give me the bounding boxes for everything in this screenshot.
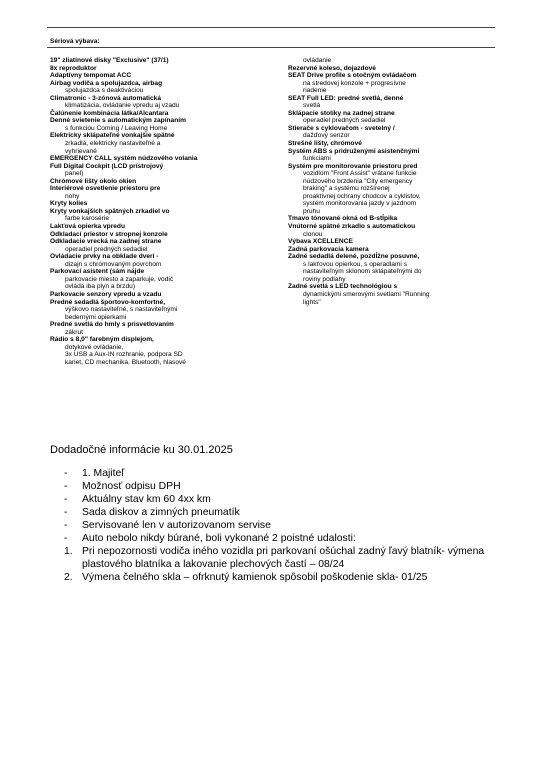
- equipment-item-detail: pruhu: [303, 207, 320, 215]
- equipment-item: [288, 283, 493, 306]
- equipment-item-title: Interiérové osvetlenie priestoru pre: [50, 185, 161, 193]
- equipment-item: [288, 72, 493, 95]
- equipment-item-detail: dotykové ovládanie,: [65, 343, 124, 351]
- equipment-item: [50, 321, 285, 336]
- equipment-item: [50, 253, 285, 268]
- insurance-event-text: Výmena čelného skla – ofrknutý kamienok spôsobil poškodenie skla- 01/25: [82, 572, 428, 583]
- equipment-item: [50, 155, 285, 163]
- equipment-item-detail: 3x USB a Aux-IN rozhranie, podpora SD: [65, 351, 183, 359]
- equipment-item-title: Strešné lišty, chrómové: [288, 140, 362, 148]
- equipment-item-title: Stierače s cyklovačom - svetelný /: [288, 124, 395, 132]
- equipment-item-detail: núdzového brzdenia "City emergency: [303, 177, 413, 185]
- insurance-event-text: Pri nepozornosti vodiča iného vozidla pri parkovaní ošúchal zadný ľavý blatník- výmena plastového blatníka a lakovanie plechových častí – 08/24: [82, 546, 485, 570]
- info-bullet: - Sada diskov a zimných pneumatík: [64, 506, 356, 519]
- equipment-item-detail: klimatizácia, ovládanie vpredu aj vzadu: [65, 102, 180, 110]
- equipment-item: [50, 57, 285, 65]
- equipment-item-title: Denné svietenie s automatickým zapínaním: [50, 117, 186, 125]
- equipment-item-detail: parkovacie miesto a zaparkuje, vodič: [65, 275, 174, 283]
- insurance-event-number: 2.: [64, 572, 73, 583]
- equipment-item: [288, 163, 493, 216]
- heading-rule: [47, 47, 495, 48]
- equipment-item-detail: nastaviteľným sklonom sklápateľnými do: [303, 268, 422, 276]
- equipment-heading: Sériová výbava:: [50, 38, 100, 45]
- equipment-item: [50, 223, 285, 231]
- equipment-item: [50, 299, 285, 322]
- equipment-item-detail: operadiel predných sedadiel: [303, 117, 386, 125]
- equipment-item-detail: lights": [303, 298, 321, 306]
- equipment-right-column: [288, 57, 493, 306]
- equipment-item: [288, 223, 493, 238]
- equipment-item: [50, 80, 285, 95]
- equipment-item-title: SEAT Drive profile s otočným ovládačom: [288, 72, 417, 80]
- equipment-item-title: Chrómové lišty okolo okien: [50, 177, 137, 185]
- equipment-item-title: Výbava XCELLENCE: [288, 238, 353, 246]
- equipment-item-title: Climatronic - 3-zónová automatická: [50, 94, 162, 102]
- equipment-item-detail: zrkadlá, elektricky nastaviteľné a: [65, 140, 161, 148]
- equipment-item-detail: braking" a systému rozšírenej: [303, 185, 390, 193]
- equipment-item-detail: ovláda iba plyn a brzdu): [65, 283, 136, 291]
- equipment-item-detail: dizajn s chrómovaným povrchom: [65, 260, 162, 268]
- equipment-item: [288, 95, 493, 110]
- equipment-item-detail: clonou: [303, 230, 323, 238]
- equipment-item-title: Predné svetlá do hmly s prisvetlovaním: [50, 321, 174, 329]
- equipment-item-title: Zadné svetlá s LED technológiou s: [288, 283, 398, 291]
- equipment-item-detail: dynamickými smerovými svetlami "Running: [303, 290, 430, 298]
- equipment-item-detail: farbe karosérie: [65, 215, 109, 223]
- equipment-item-title: EMERGENCY CALL systém núdzového volania: [50, 155, 198, 163]
- equipment-item-detail: vozidlom "Front Assist" vrátane funkcie: [303, 170, 417, 178]
- equipment-item-detail: operadiel predných sedadiel: [65, 245, 148, 253]
- equipment-item-detail: spolujazdca s deaktiváciou: [65, 87, 144, 95]
- equipment-item-detail: dažďový senzor: [303, 132, 350, 140]
- equipment-item-title: Predné sedadlá športovo-komfortné,: [50, 298, 166, 306]
- equipment-item-title: Airbag vodiča a spolujazdca, airbag: [50, 79, 163, 87]
- insurance-event: [64, 571, 494, 584]
- equipment-item-title: Kryty vonkajších spätných zrkadiel vo: [50, 207, 170, 215]
- insurance-events-list: [64, 545, 494, 584]
- insurance-event: [64, 545, 494, 571]
- equipment-item-title: Adaptívny tempomat ACC: [50, 72, 132, 80]
- equipment-item-detail: panel): [65, 170, 84, 178]
- equipment-item-title: Lakťová opierka vpredu: [50, 223, 125, 231]
- equipment-item-title: Odkladacie vrecká na zadnej strane: [50, 238, 162, 246]
- info-bullet: - Možnosť odpisu DPH: [64, 480, 356, 493]
- equipment-item-title: Ovládacie prvky na obklade dverí -: [50, 253, 159, 261]
- equipment-item-detail: vyhrievané: [65, 147, 97, 155]
- equipment-item: [50, 132, 285, 155]
- equipment-item: [50, 336, 285, 366]
- equipment-item: [50, 163, 285, 178]
- equipment-item-detail: svetlá: [303, 102, 321, 110]
- equipment-item: [288, 253, 493, 283]
- equipment-item: [50, 117, 285, 132]
- equipment-item-detail: kariet, CD mechanika, Bluetooth, hlasové: [65, 358, 186, 366]
- equipment-item: [288, 65, 493, 73]
- equipment-item-detail: na stredovej konzole + progresívne: [303, 79, 406, 87]
- equipment-item-title: SEAT Full LED: predné svetlá, denné: [288, 94, 404, 102]
- equipment-item-title: Rezervné koleso, dojazdové: [288, 64, 376, 72]
- equipment-item-detail: s lakťovou opierkou, s operadlami s: [303, 260, 407, 268]
- equipment-item: [50, 72, 285, 80]
- equipment-item: [50, 178, 285, 186]
- equipment-item-detail: proaktívnej ochrany chodcov a cyklistov,: [303, 192, 421, 200]
- equipment-item-title: Sklápacie stolíky na zadnej strane: [288, 109, 395, 117]
- equipment-item-title: Rádio s 8,0" farebným displejom,: [50, 336, 154, 344]
- top-rule: [47, 27, 495, 28]
- equipment-item-title: Zadná parkovacia kamera: [288, 245, 369, 253]
- equipment-item-title: Čalúnenie kombinácia látka/Alcantara: [50, 109, 169, 117]
- additional-info-title: Dodadočné informácie ku 30.01.2025: [50, 444, 233, 456]
- info-bullet: - Auto nebolo nikdy búrané, boli vykonané 2 poistné udalosti:: [64, 532, 356, 545]
- equipment-item-detail: riadenie: [303, 87, 327, 95]
- equipment-item-title: Parkovacie senzory vpredu a vzadu: [50, 290, 162, 298]
- info-bullet: - Aktuálny stav km 60 4xx km: [64, 493, 356, 506]
- equipment-item-title: Systém ABS s pridruženými asistenčnými: [288, 147, 420, 155]
- equipment-item-detail: nohy: [65, 192, 80, 200]
- equipment-item: [288, 140, 493, 148]
- equipment-item: [50, 238, 285, 253]
- equipment-item: [288, 238, 493, 246]
- equipment-item: [288, 110, 493, 125]
- equipment-item: [50, 95, 285, 110]
- equipment-item: [50, 231, 285, 239]
- equipment-item: [50, 208, 285, 223]
- equipment-item-detail: výškovo nastaviteľné, s nastaviteľnými: [65, 306, 178, 314]
- equipment-item-title: 19" zliatinové disky "Exclusive" (37/1): [50, 57, 169, 64]
- equipment-item-title: Odkladací priestor v stropnej konzole: [50, 230, 168, 238]
- equipment-item: [288, 125, 493, 140]
- info-bullet: - Servisované len v autorizovanom servise: [64, 519, 356, 532]
- equipment-item-title: Tmavo tónované okná od B-stĺpika: [288, 215, 398, 223]
- equipment-item-title: Vnútorné spätné zrkadlo s automatickou: [288, 223, 416, 231]
- equipment-item-title: 8x reproduktor: [50, 64, 97, 72]
- equipment-item-title: Full Digital Cockpit (LCD prístrojový: [50, 162, 164, 170]
- equipment-item: [288, 215, 493, 223]
- equipment-item-title: Systém pre monitorovanie priestoru pred: [288, 162, 418, 170]
- equipment-item-detail: roviny podlahy: [303, 275, 346, 283]
- equipment-item-detail: bedernými opierkami: [65, 313, 127, 321]
- equipment-item: [50, 110, 285, 118]
- equipment-item: [50, 200, 285, 208]
- equipment-item: [50, 185, 285, 200]
- additional-info-list: [64, 467, 356, 545]
- equipment-item-detail: systém monitorovania jazdy v jazdnom: [303, 200, 417, 208]
- equipment-item-title: Elektricky sklápateľné vonkajšie spätné: [50, 132, 175, 140]
- info-bullet: - 1. Majiteľ: [64, 467, 356, 480]
- equipment-item-title: Parkovací asistent (sám nájde: [50, 268, 145, 276]
- equipment-item: [288, 148, 493, 163]
- equipment-item-detail: funkciami: [303, 155, 331, 163]
- equipment-left-column: [50, 57, 285, 366]
- equipment-item: [50, 291, 285, 299]
- insurance-event-number: 1.: [64, 546, 73, 557]
- equipment-item: [50, 268, 285, 291]
- equipment-item: [50, 65, 285, 73]
- equipment-item-detail: s funkciou Coming / Leaving Home: [65, 124, 168, 132]
- equipment-continuation: ovládanie: [303, 57, 332, 64]
- equipment-item-detail: zákrut: [65, 328, 83, 336]
- equipment-item-title: Kryty kolies: [50, 200, 88, 208]
- equipment-item-title: Zadné sedadlá delené, pozdĺžne posuvné,: [288, 253, 420, 261]
